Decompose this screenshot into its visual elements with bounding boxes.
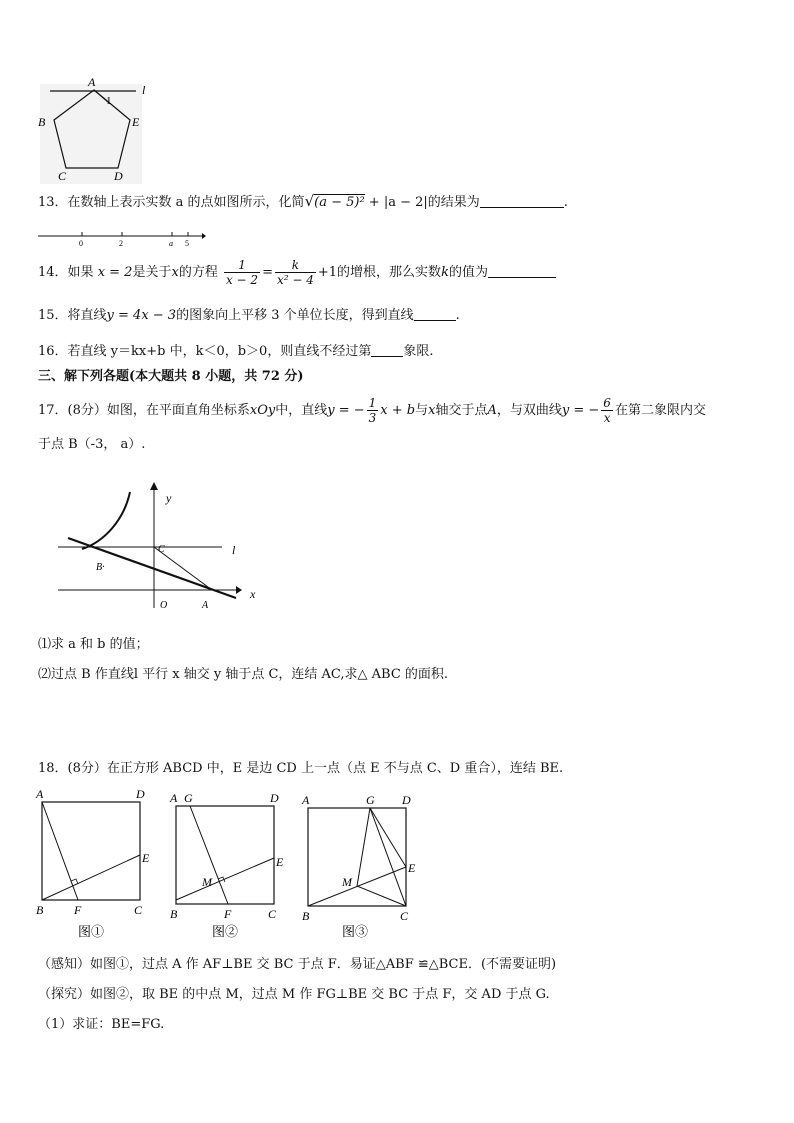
- q17-frac1: $\frac{1}{3}$: [368, 396, 377, 425]
- q18-figure-1: [32, 784, 158, 944]
- f2-label-A: A: [170, 791, 178, 805]
- label-y: y: [166, 491, 172, 505]
- fig2-caption: 图②: [212, 924, 239, 939]
- label-O: O: [160, 600, 168, 611]
- q14-condition: x = 2: [97, 265, 133, 280]
- q14-d: 的值为: [448, 265, 488, 280]
- label-C: C: [158, 544, 165, 555]
- q15-end: .: [455, 308, 460, 323]
- f3-label-C: C: [400, 909, 409, 923]
- number-line: [36, 226, 206, 250]
- segment-GM: [357, 808, 370, 886]
- segment-GF: [190, 806, 228, 904]
- q17-f: ，与双曲线: [496, 403, 562, 418]
- segment-AF: [42, 802, 78, 900]
- q18-p3: （1）求证：BE=FG.: [38, 1017, 165, 1032]
- nl-label-2: 2: [119, 239, 123, 248]
- segment-MC: [357, 886, 406, 906]
- q17-sub1: ⑴求 a 和 b 的值；: [38, 637, 149, 652]
- q18-p1: （感知）如图①，过点 A 作 AF⊥BE 交 BC 于点 F．易证△ABF ≌△BCE．(不需要证明): [38, 957, 557, 972]
- q17-a: 17．(8分）如图，在平面直角坐标系: [38, 403, 250, 418]
- nl-label-0: 0: [79, 239, 83, 248]
- q14-b: 的方程: [178, 265, 218, 280]
- f2-label-B: B: [170, 907, 178, 921]
- q14-before: 14．如果: [38, 265, 94, 280]
- q13-text: 13．在数轴上表示实数 a 的点如图所示，化简√(a − 5)² + |a − 2|的结果为 .: [38, 192, 568, 210]
- f3-label-M: M: [342, 875, 352, 889]
- square-3: [308, 808, 406, 906]
- f2-label-F: F: [224, 907, 232, 921]
- q14-frac2: $\frac{k}{\text{x² − 4}}$: [276, 258, 314, 287]
- segment-BE: [42, 855, 140, 900]
- f3-label-A: A: [302, 793, 310, 807]
- q17-g: 在第二象限内交: [614, 403, 706, 418]
- f2-label-M: M: [202, 875, 212, 889]
- label-l: l: [232, 543, 236, 557]
- f3-label-G: G: [366, 793, 375, 807]
- q14-text: [38, 258, 556, 288]
- q17-yeq2: y = −: [561, 403, 600, 418]
- q17-e: 轴交于点: [435, 403, 488, 418]
- q17-b: 中，直线: [275, 403, 328, 418]
- label-B: B·: [96, 562, 105, 573]
- nl-label-5: 5: [185, 239, 189, 248]
- q17-sub2: ⑵过点 B 作直线l 平行 x 轴交 y 轴于点 C，连结 AC,求△ ABC 的面积.: [38, 667, 449, 682]
- label-A: A: [88, 76, 96, 89]
- label-B: B: [38, 115, 46, 129]
- label-l: l: [142, 83, 146, 97]
- q16-text: [38, 342, 433, 361]
- q14-var-x: x: [171, 265, 179, 280]
- q14-c: 的增根，那么实数: [337, 265, 442, 280]
- f2-label-E: E: [276, 855, 284, 869]
- f3-label-B: B: [302, 909, 310, 923]
- f2-label-G: G: [184, 791, 193, 805]
- q18-p2: （探究）如图②，取 BE 的中点 M，过点 M 作 FG⊥BE 交 BC 于点 F，交 AD 于点 G.: [38, 987, 550, 1002]
- f2-label-D: D: [270, 791, 279, 805]
- q15-expr: y = 4x − 3: [106, 308, 177, 323]
- q15-before: 15．将直线: [38, 308, 107, 323]
- q17-c: x + b: [380, 403, 416, 418]
- q17-A: A: [487, 403, 497, 418]
- square-1: [42, 802, 140, 900]
- q16-answer-blank: [371, 342, 403, 357]
- sqrt-icon: √: [304, 192, 315, 210]
- q13-before: 13．在数轴上表示实数 a 的点如图所示，化简: [38, 195, 305, 210]
- hyperbola: [82, 492, 130, 549]
- f1-label-A: A: [36, 787, 44, 801]
- q17-x: x: [428, 403, 436, 418]
- q13-answer-blank: [480, 193, 564, 208]
- q14-plus: +1: [317, 265, 338, 280]
- f1-label-E: E: [142, 851, 150, 865]
- f2-label-C: C: [268, 907, 277, 921]
- fig3-caption: 图③: [342, 924, 369, 939]
- label-x: x: [250, 587, 256, 601]
- f3-label-E: E: [408, 861, 416, 875]
- label-D: D: [114, 169, 123, 183]
- square-2: [176, 806, 274, 904]
- q15-after: 的图象向上平移 3 个单位长度，得到直线: [176, 308, 414, 323]
- q13-after: 的结果为: [427, 195, 480, 210]
- q14-answer-blank: [488, 263, 556, 278]
- q17-figure: [54, 480, 268, 612]
- q14-a: 是关于: [132, 265, 172, 280]
- q17-frac2: $\frac{6}{x}$: [603, 396, 611, 425]
- q17-xoy: xOy: [249, 403, 276, 418]
- fig1-caption: 图①: [78, 924, 105, 939]
- q14-frac1: $\frac{1}{x - 2}$: [225, 258, 259, 287]
- label-C: C: [58, 169, 67, 183]
- f1-label-B: B: [36, 903, 44, 917]
- q18-figure-2: [166, 788, 290, 948]
- label-E: E: [132, 115, 140, 129]
- f1-label-F: F: [74, 903, 82, 917]
- q13-mid: + |a − 2|: [364, 195, 428, 210]
- label-A: A: [202, 600, 209, 611]
- segment-BE: [176, 858, 274, 900]
- q15-text: [38, 306, 460, 325]
- section-title: 三、解下列各题(本大题共 8 小题，共 72 分): [38, 369, 304, 384]
- q14-var-k: k: [441, 265, 449, 280]
- segment-GC: [370, 808, 406, 906]
- q16-end: 象限.: [403, 344, 434, 359]
- label-1: 1: [106, 95, 112, 107]
- q17-line1: [38, 394, 706, 428]
- q18-figure-3: [298, 790, 422, 948]
- q17-d: 与: [415, 403, 429, 418]
- q17-yeq: y = −: [327, 403, 365, 418]
- q14-eq: =: [262, 265, 273, 280]
- q18-intro: 18．(8分）在正方形 ABCD 中，E 是边 CD 上一点（点 E 不与点 C、D 重合），连结 BE.: [38, 761, 564, 776]
- nl-label-a: a: [169, 239, 173, 248]
- q13-radicand: (a − 5)²: [314, 195, 365, 210]
- f1-label-D: D: [136, 787, 145, 801]
- pentagon-figure: [36, 76, 156, 186]
- q15-answer-blank: [414, 306, 456, 321]
- q17-line2: 于点 B（-3， a）.: [38, 437, 146, 452]
- f1-label-C: C: [134, 903, 143, 917]
- f3-label-D: D: [402, 793, 411, 807]
- q16-body: 16．若直线 y＝kx+b 中，k＜0，b＞0，则直线不经过第: [38, 344, 372, 359]
